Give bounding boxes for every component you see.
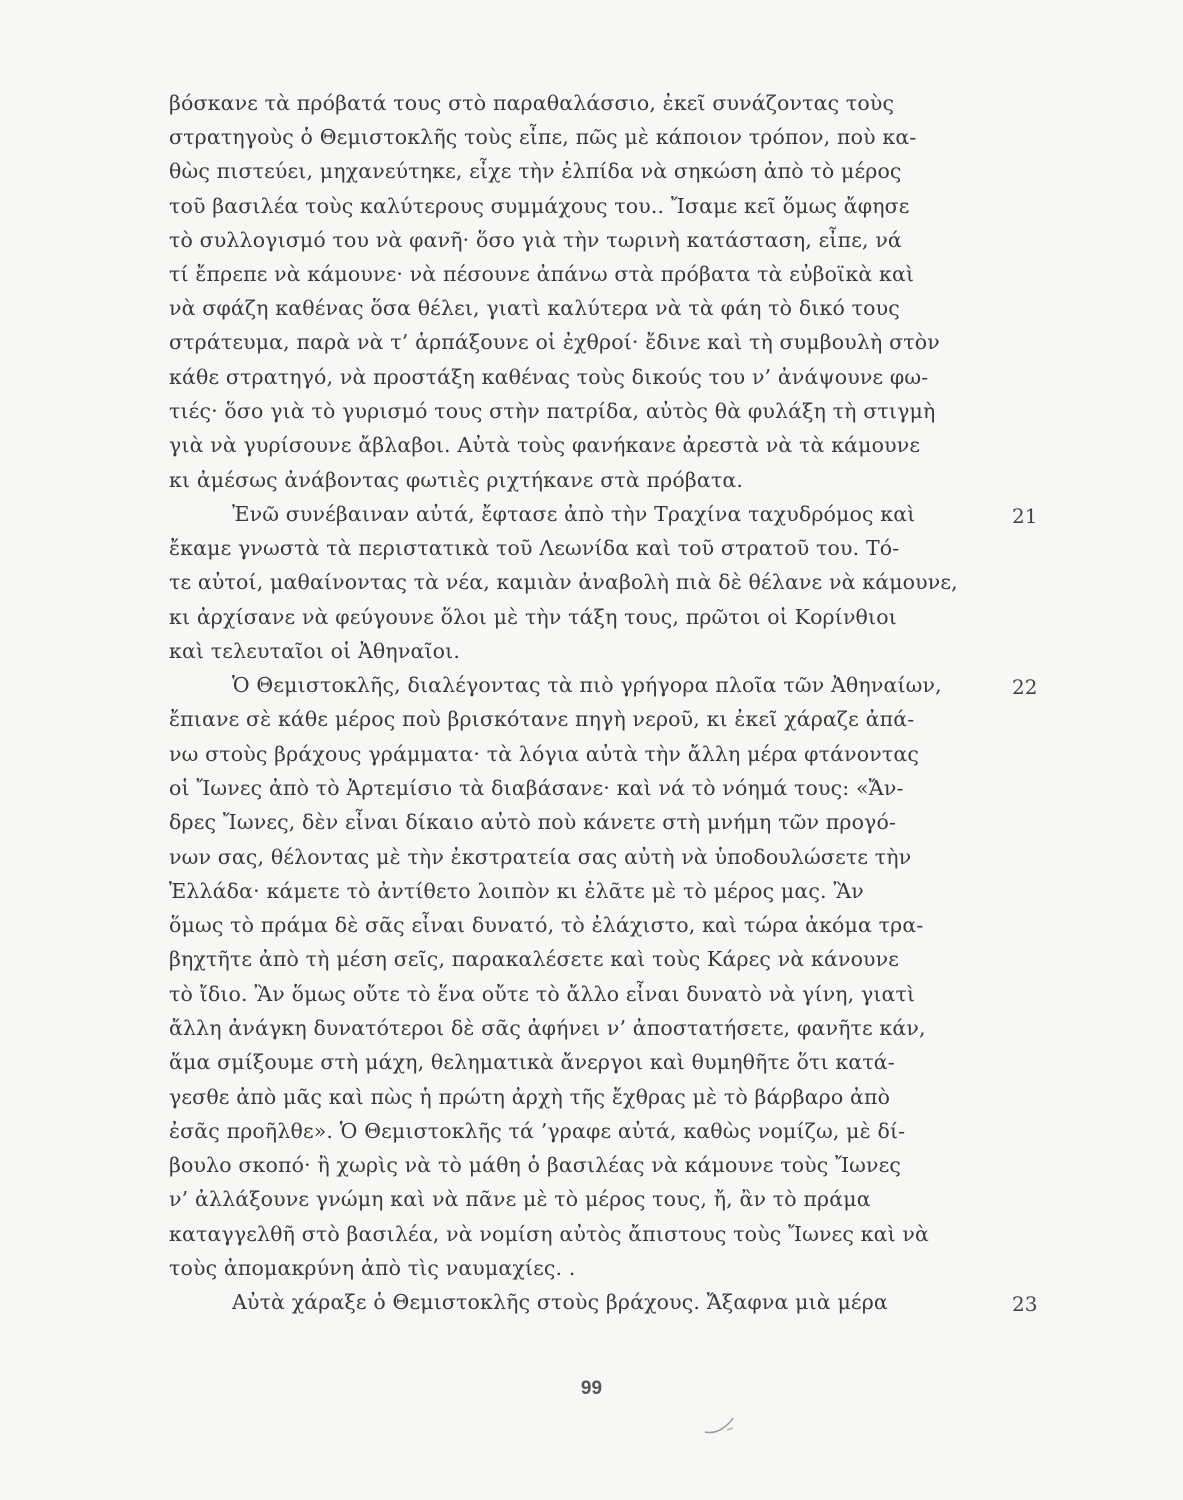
pen-mark-icon: [703, 1412, 743, 1440]
text-line: κι ἀμέσως ἀνάβοντας φωτιὲς ριχτήκανε στὰ πρόβατα.: [169, 468, 743, 492]
text-line: τε αὐτοί, μαθαίνοντας τὰ νέα, καμιὰν ἀναβολὴ πιὰ δὲ θέλανε νὰ κάμουνε,: [169, 570, 958, 594]
text-line: βηχτῆτε ἀπὸ τὴ μέση σεῖς, παρακαλέσετε καὶ τοὺς Κάρες νὰ κάνουνε: [169, 947, 900, 971]
page-number: 99: [580, 1378, 603, 1399]
text-line: ἐσᾶς προῆλθε». Ὁ Θεμιστοκλῆς τά ’γραφε αὐτά, καθὼς νομίζω, μὲ δί-: [169, 1119, 906, 1143]
text-line: κάθε στρατηγό, νὰ προστάξη καθένας τοὺς δικούς του ν’ ἀνάψουνε φω-: [169, 365, 929, 389]
text-line: γιὰ νὰ γυρίσουνε ἄβλαβοι. Αὐτὰ τοὺς φανήκανε ἀρεστὰ νὰ τὰ κάμουνε: [169, 433, 921, 457]
text-line: βουλο σκοπό· ἢ χωρὶς νὰ τὸ μάθη ὁ βασιλέας νὰ κάμουνε τοὺς Ἴωνες: [169, 1153, 902, 1177]
text-line: ν’ ἀλλάξουνε γνώμη καὶ νὰ πᾶνε μὲ τὸ μέρος τους, ἤ, ἂν τὸ πράμα: [169, 1187, 871, 1211]
paragraph-start-line: Ὁ Θεμιστοκλῆς, διαλέγοντας τὰ πιὸ γρήγορα πλοῖα τῶν Ἀθηναίων,: [232, 673, 942, 697]
text-line: ἅμα σμίξουμε στὴ μάχη, θεληματικὰ ἄνεργοι καὶ θυμηθῆτε ὅτι κατά-: [169, 1050, 895, 1074]
text-line: ὅμως τὸ πράμα δὲ σᾶς εἶναι δυνατό, τὸ ἐλάχιστο, καὶ τώρα ἀκόμα τρα-: [169, 913, 924, 937]
text-line: γεσθε ἀπὸ μᾶς καὶ πὼς ἡ πρώτη ἀρχὴ τῆς ἔχθρας μὲ τὸ βάρβαρο ἀπὸ: [169, 1085, 891, 1109]
paragraph-start-line: Αὐτὰ χάραξε ὁ Θεμιστοκλῆς στοὺς βράχους. Ἄξαφνα μιὰ μέρα: [232, 1290, 888, 1314]
section-number-23: 23: [1012, 1292, 1038, 1316]
text-line: τὸ συλλογισμό του νὰ φανῆ· ὅσο γιὰ τὴν τωρινὴ κατάσταση, εἶπε, νά: [169, 228, 902, 252]
text-line: ἄλλη ἀνάγκη δυνατότεροι δὲ σᾶς ἀφήνει ν’ ἀποστατήσετε, φανῆτε κάν,: [169, 1016, 926, 1040]
text-line: θὼς πιστεύει, μηχανεύτηκε, εἶχε τὴν ἐλπίδα νὰ σηκώση ἀπὸ τὸ μέρος: [169, 159, 902, 183]
text-line: νω στοὺς βράχους γράμματα· τὰ λόγια αὐτὰ τὴν ἄλλη μέρα φτάνοντας: [169, 742, 920, 766]
text-line: κι ἀρχίσανε νὰ φεύγουνε ὅλοι μὲ τὴν τάξη τους, πρῶτοι οἱ Κορίνθιοι: [169, 605, 897, 629]
text-line: νων σας, θέλοντας μὲ τὴν ἐκστρατεία σας αὐτὴ νὰ ὑποδουλώσετε τὴν: [169, 845, 912, 869]
text-line: καὶ τελευταῖοι οἱ Ἀθηναῖοι.: [169, 639, 460, 663]
text-line: καταγγελθῆ στὸ βασιλέα, νὰ νομίση αὐτὸς ἄπιστους τοὺς Ἴωνες καὶ νὰ: [169, 1222, 930, 1246]
text-line: ἔπιανε σὲ κάθε μέρος ποὺ βρισκότανε πηγὴ νεροῦ, κι ἐκεῖ χάραζε ἀπά-: [169, 707, 915, 731]
section-number-21: 21: [1012, 504, 1038, 528]
text-line: τὸ ἴδιο. Ἂν ὅμως οὔτε τὸ ἕνα οὔτε τὸ ἄλλο εἶναι δυνατὸ νὰ γίνη, γιατὶ: [169, 982, 916, 1006]
text-line: τοὺς ἀπομακρύνη ἀπὸ τὶς ναυμαχίες. .: [169, 1256, 576, 1280]
text-line: τί ἔπρεπε νὰ κάμουνε· νὰ πέσουνε ἀπάνω στὰ πρόβατα τὰ εὐβοϊκὰ καὶ: [169, 262, 915, 286]
text-line: Ἑλλάδα· κάμετε τὸ ἀντίθετο λοιπὸν κι ἐλᾶτε μὲ τὸ μέρος μας. Ἂν: [169, 879, 864, 903]
text-line: στράτευμα, παρὰ νὰ τ’ ἁρπάξουνε οἱ ἐχθροί· ἔδινε καὶ τὴ συμβουλὴ στὸν: [169, 330, 940, 354]
text-line: οἱ Ἴωνες ἀπὸ τὸ Ἀρτεμίσιο τὰ διαβάσανε· καὶ νά τὸ νόημά τους: «Ἄν-: [169, 776, 904, 800]
text-line: τοῦ βασιλέα τοὺς καλύτερους συμμάχους του.. Ἴσαμε κεῖ ὅμως ἄφησε: [169, 194, 910, 218]
text-line: τιές· ὅσο γιὰ τὸ γυρισμό τους στὴν πατρίδα, αὐτὸς θὰ φυλάξη τὴ στιγμὴ: [169, 399, 936, 423]
text-line: δρες Ἴωνες, δὲν εἶναι δίκαιο αὐτὸ ποὺ κάνετε στὴ μνήμη τῶν προγό-: [169, 810, 897, 834]
paragraph-start-line: Ἐνῶ συνέβαιναν αὐτά, ἔφτασε ἀπὸ τὴν Τραχίνα ταχυδρόμος καὶ: [232, 502, 916, 526]
text-line: στρατηγοὺς ὁ Θεμιστοκλῆς τοὺς εἶπε, πῶς μὲ κάποιον τρόπον, ποὺ κα-: [169, 125, 917, 149]
text-line: νὰ σφάζη καθένας ὅσα θέλει, γιατὶ καλύτερα νὰ τὰ φάη τὸ δικό τους: [169, 296, 900, 320]
text-line: ἔκαμε γνωστὰ τὰ περιστατικὰ τοῦ Λεωνίδα καὶ τοῦ στρατοῦ του. Τό-: [169, 536, 900, 560]
section-number-22: 22: [1012, 675, 1038, 699]
text-line: βόσκανε τὰ πρόβατά τους στὸ παραθαλάσσιο, ἐκεῖ συνάζοντας τοὺς: [169, 91, 895, 115]
